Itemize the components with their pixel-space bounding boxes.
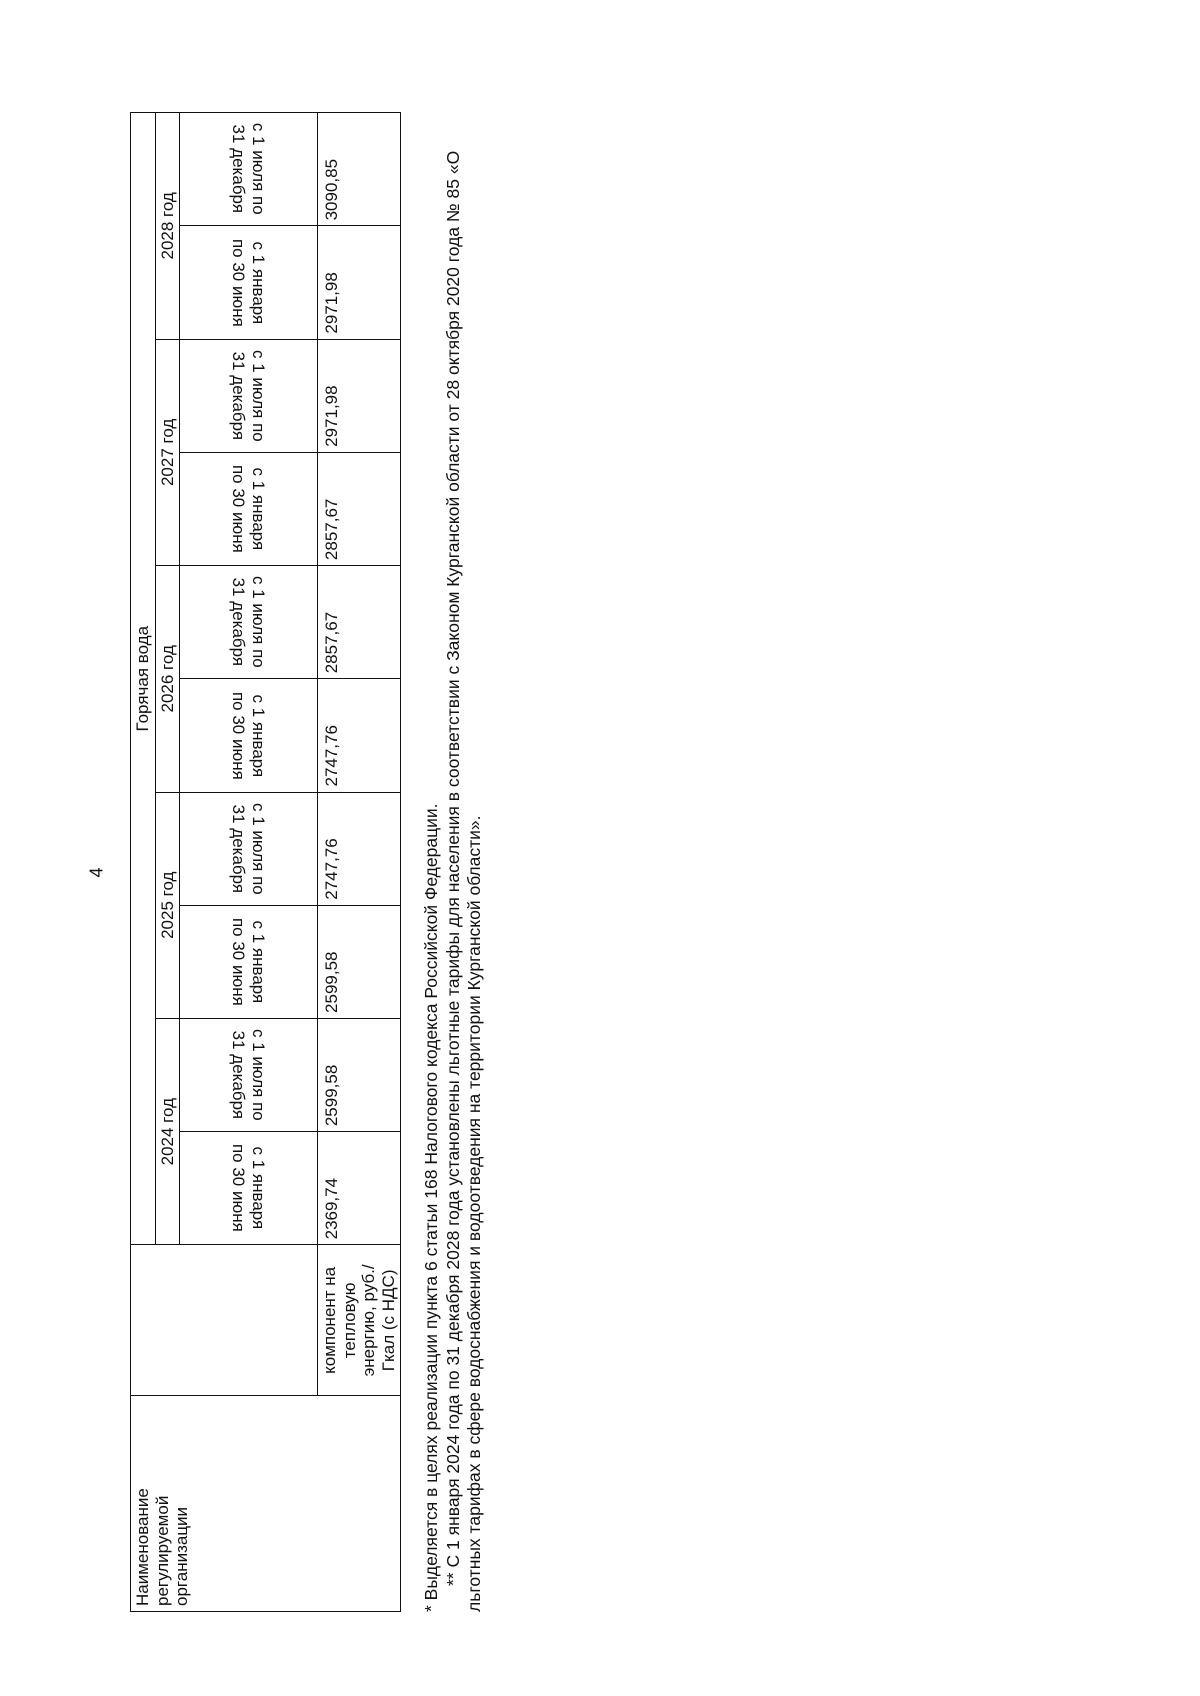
period-label: с 1 января по 30 июня	[229, 1144, 269, 1233]
tariff-value: 2599,58	[318, 905, 401, 1018]
period-label: с 1 января по 30 июня	[229, 691, 269, 780]
tariff-value: 2857,67	[318, 566, 401, 679]
period-header	[180, 339, 318, 452]
period-header	[180, 226, 318, 339]
tariff-value: 2747,76	[318, 679, 401, 792]
period-label: с 1 июля по 31 декабря	[229, 576, 269, 669]
period-header	[180, 566, 318, 679]
period-header	[180, 905, 318, 1018]
year-header: 2028 год	[155, 113, 180, 340]
org-name-header: Наименование регулируемой организации	[131, 1396, 401, 1612]
period-header	[180, 1018, 318, 1131]
period-label: с 1 июля по 31 декабря	[229, 123, 269, 216]
period-label: с 1 января по 30 июня	[229, 465, 269, 553]
hot-water-header: Горячая вода	[131, 113, 156, 1245]
footnote-1: * Выделяется в целях реализации пункта 6 статьи 168 Налогового кодекса Российской Федерации.	[421, 803, 442, 1612]
footnote-2-text: ** С 1 января 2024 года по 31 декабря 2028 года установлены льготные тарифы для населения в соответствии с Законом Курганской области от 28 октября 2020 года № 85 «О льготных тарифах в сфере водоснабжения и водоотведения на территории Курганской области».	[442, 150, 484, 1612]
tariff-value: 2747,76	[318, 792, 401, 905]
year-header: 2025 год	[155, 792, 180, 1018]
footnotes	[421, 112, 485, 1612]
period-label: с 1 января по 30 июня	[229, 917, 269, 1006]
footnote-2	[443, 112, 486, 1612]
tariff-value: 2599,58	[318, 1018, 401, 1131]
page-number: 4	[86, 867, 107, 878]
period-header	[180, 792, 318, 905]
tariff-value: 2369,74	[318, 1132, 401, 1245]
table-row	[318, 113, 401, 1612]
tariff-value: 2971,98	[318, 339, 401, 452]
period-header	[180, 113, 318, 226]
rotated-content	[130, 112, 485, 1612]
period-header	[180, 452, 318, 565]
period-label: с 1 июля по 31 декабря	[229, 1029, 269, 1121]
period-label: с 1 января по 30 июня	[229, 238, 269, 327]
period-header	[180, 679, 318, 792]
component-label: компонент на тепловую энергию, руб./Гкал (с НДС)	[318, 1245, 401, 1396]
tariff-table	[130, 112, 401, 1612]
period-label: с 1 июля по 31 декабря	[229, 349, 269, 442]
year-header: 2024 год	[155, 1018, 180, 1244]
tariff-value: 2857,67	[318, 452, 401, 565]
period-label: с 1 июля по 31 декабря	[229, 802, 269, 895]
component-header-empty	[131, 1245, 318, 1396]
header-row-category	[131, 113, 156, 1612]
tariff-value: 3090,85	[318, 113, 401, 226]
tariff-value: 2971,98	[318, 226, 401, 339]
year-header: 2026 год	[155, 566, 180, 792]
year-header: 2027 год	[155, 339, 180, 565]
period-header	[180, 1132, 318, 1245]
